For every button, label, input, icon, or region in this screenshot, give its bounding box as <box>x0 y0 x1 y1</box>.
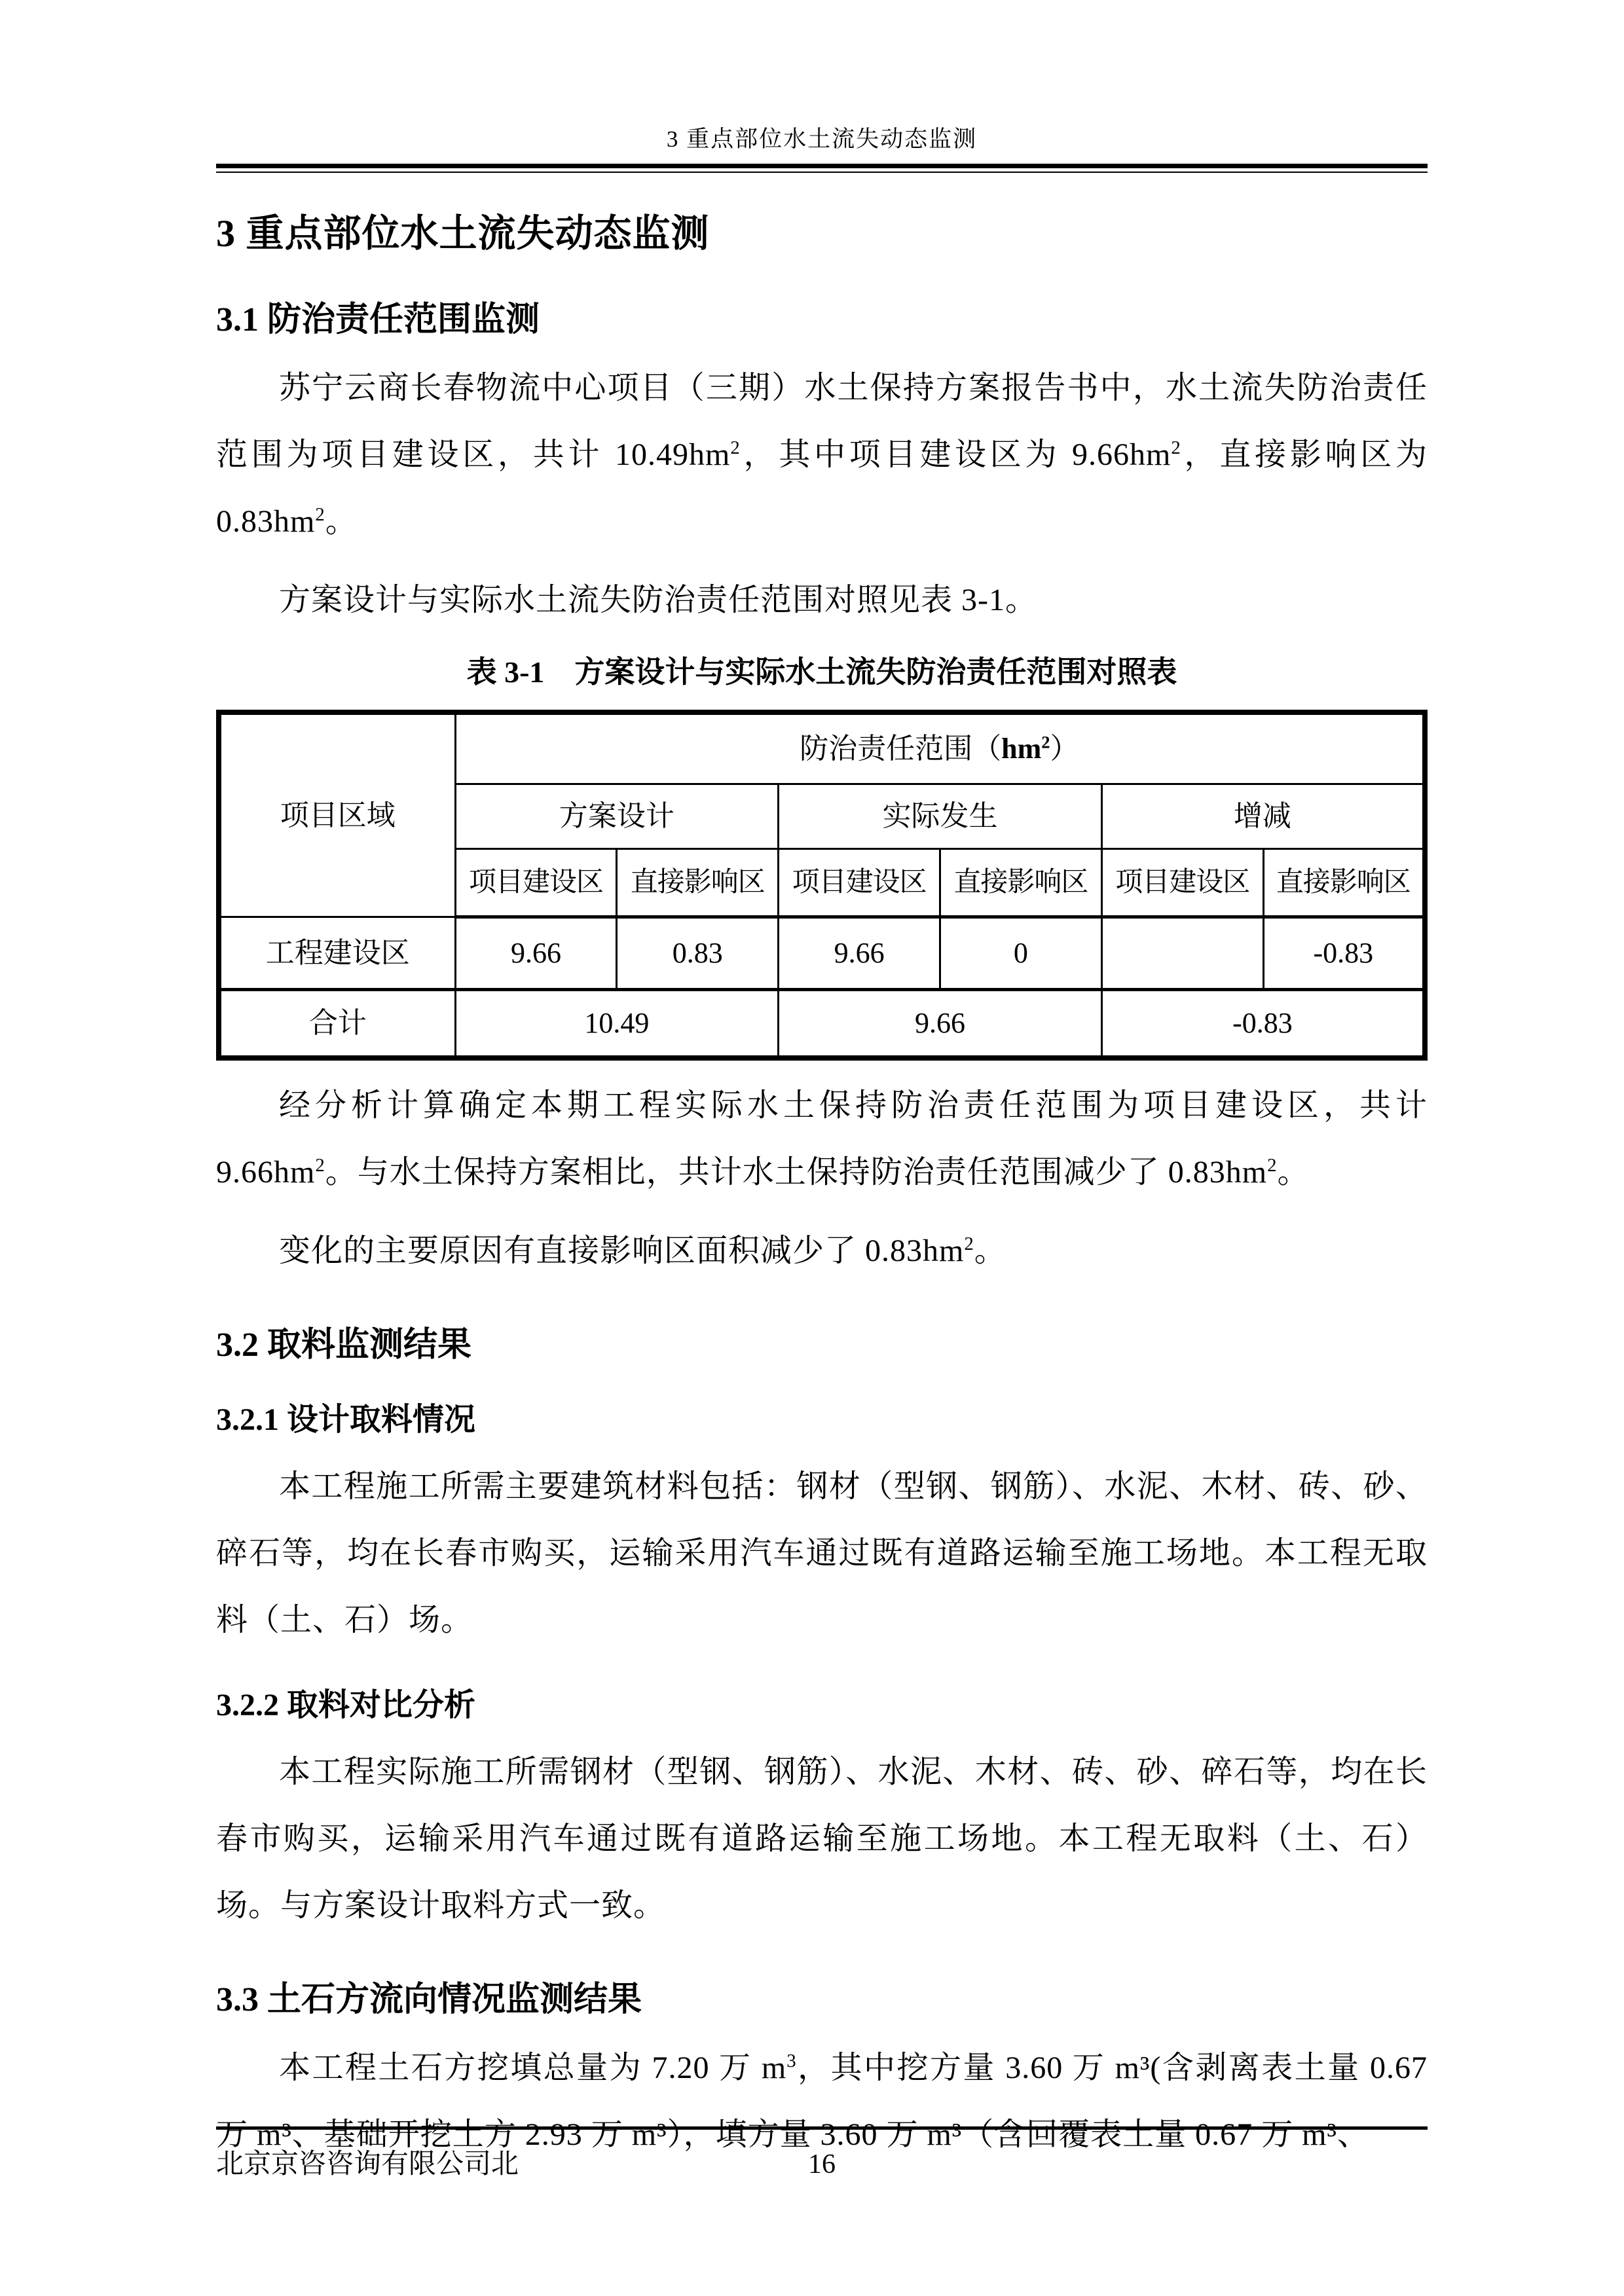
subhead-construction-area-1: 项目建设区 <box>455 849 617 917</box>
running-header-title: 3 重点部位水土流失动态监测 <box>666 126 978 152</box>
responsibility-comparison-table <box>216 710 1428 1061</box>
span-header-unit: hm <box>1001 733 1042 765</box>
table-caption: 表 3-1 方案设计与实际水土流失防治责任范围对照表 <box>466 655 1177 689</box>
span-header-prefix: 防治责任范围（ <box>800 733 1002 765</box>
subhead-influence-area-2: 直接影响区 <box>940 849 1101 917</box>
table-span-header <box>455 712 1425 784</box>
section-heading-3-2: 3.2 取料监测结果 <box>216 1326 472 1364</box>
table-row-project-area <box>219 917 1425 990</box>
header-rule <box>216 164 1428 173</box>
span-header-suffix: ） <box>1050 733 1079 765</box>
paragraph-change-reason: 变化的主要原因有直接影响区面积减少了 $0.83hm^2$。 <box>279 1233 1006 1268</box>
subhead-construction-area-3: 项目建设区 <box>1101 849 1263 917</box>
paragraph-actual-materials: 本工程实际施工所需钢材（型钢、钢筋）、水泥、木材、砖、砂、碎石等，均在长春市购买，运输采用汽车通过既有道路运输至施工场地。本工程无取料（土、石）场。与方案设计取料方式一致。 <box>216 1755 1428 1923</box>
chapter-heading: 3 重点部位水土流失动态监测 <box>216 212 710 255</box>
paragraph-see-table: 方案设计与实际水土流失防治责任范围对照见表 3-1。 <box>279 583 1037 617</box>
footer-rule <box>216 2126 1428 2130</box>
cell-design-influence: 0.83 <box>617 917 779 990</box>
cell-design-construction: 9.66 <box>455 917 617 990</box>
span-header-sup: 2 <box>1041 732 1050 752</box>
total-change: -0.83 <box>1101 990 1425 1059</box>
cell-change-influence: -0.83 <box>1263 917 1425 990</box>
total-label: 合计 <box>219 990 455 1059</box>
page-footer <box>216 2126 1428 2179</box>
subhead-influence-area-1: 直接影响区 <box>617 849 779 917</box>
cell-change-construction <box>1101 917 1263 990</box>
total-design: 10.49 <box>455 990 779 1059</box>
table-row-total <box>219 990 1425 1059</box>
page-content <box>216 0 1428 2168</box>
paragraph-analysis-result: 经分析计算确定本期工程实际水土保持防治责任范围为项目建设区，共计 $9.66hm^2$。与水土保持方案相比，共计水土保持防治责任范围减少了 $0.83hm^2$。 <box>216 1088 1428 1190</box>
section-heading-3-3: 3.3 土石方流向情况监测结果 <box>216 1981 642 2018</box>
section-heading-3-1: 3.1 防治责任范围监测 <box>216 301 540 338</box>
group-header-change: 增减 <box>1101 784 1425 849</box>
paragraph-earthwork: 本工程土石方挖填总量为 7.20 万 $m^3$，其中挖方量 3.60 万 m³(含剥离表土量 0.67 万 m³、基础开挖土方 2.93 万 m³），填方量 3.60 万 m³（含回覆表土量 0.67 万 m³、 <box>216 2050 1428 2152</box>
total-actual: 9.66 <box>779 990 1102 1059</box>
footer-page-number: 16 <box>808 2149 836 2179</box>
row-label: 工程建设区 <box>219 917 455 990</box>
subhead-construction-area-2: 项目建设区 <box>779 849 940 917</box>
cell-actual-construction: 9.66 <box>779 917 940 990</box>
subhead-influence-area-3: 直接影响区 <box>1263 849 1425 917</box>
section-heading-3-2-1: 3.2.1 设计取料情况 <box>216 1402 476 1437</box>
paragraph-design-materials: 本工程施工所需主要建筑材料包括：钢材（型钢、钢筋）、水泥、木材、砖、砂、碎石等，均在长春市购买，运输采用汽车通过既有道路运输至施工场地。本工程无取料（土、石）场。 <box>216 1469 1428 1637</box>
running-header <box>216 0 1428 173</box>
group-header-actual: 实际发生 <box>779 784 1102 849</box>
cell-actual-influence: 0 <box>940 917 1101 990</box>
table-corner-cell: 项目区域 <box>219 712 455 917</box>
section-heading-3-2-2: 3.2.2 取料对比分析 <box>216 1688 476 1722</box>
group-header-design: 方案设计 <box>455 784 779 849</box>
footer-company: 北京京咨咨询有限公司北 <box>216 2149 519 2179</box>
paragraph-responsibility-scope: 苏宁云商长春物流中心项目（三期）水土保持方案报告书中，水土流失防治责任范围为项目建设区，共计 $10.49hm^2$，其中项目建设区为 $9.66hm^2$，直接影响区为 $0.83hm^2$。 <box>216 371 1428 539</box>
